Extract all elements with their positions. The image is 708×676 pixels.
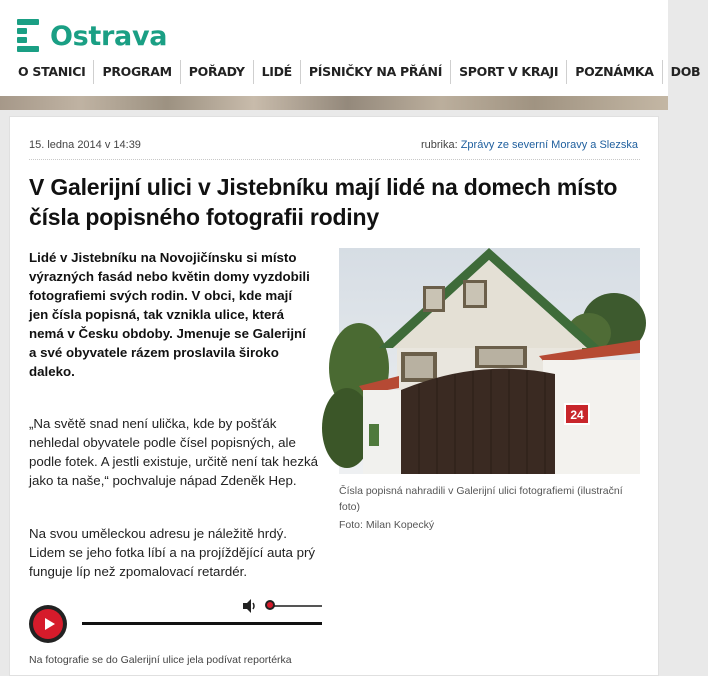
- article-date: 15. ledna 2014 v 14:39: [29, 139, 141, 151]
- meta-divider: [29, 159, 640, 160]
- rubrika-link[interactable]: Zprávy ze severní Moravy a Slezska: [460, 139, 638, 151]
- article-title: V Galerijní ulici v Jistebníku mají lidé na domech místo čísla popisného fotografii rodiny: [29, 174, 618, 230]
- audio-play-button[interactable]: [29, 605, 67, 643]
- nav-item-dob[interactable]: DOB: [670, 64, 701, 79]
- rubrika-label: rubrika:: [420, 139, 458, 151]
- play-icon: [33, 609, 63, 639]
- article-paragraph: Na svou uměleckou adresu je náležitě hrdý. Lidem se jeho fotka líbí a na projíždějící auta prý funguje líp než zpomalovací retardér.: [29, 526, 316, 579]
- main-nav: [10, 60, 708, 84]
- audio-caption: Na fotografie se do Galerijní ulice jela podívat reportérka: [29, 654, 292, 666]
- nav-item-program[interactable]: PROGRAM: [94, 60, 180, 84]
- article-rubrika: [421, 139, 638, 151]
- radio-logo-icon: [17, 19, 43, 53]
- nav-item-o-stanici[interactable]: O STANICI: [10, 60, 94, 84]
- nav-item-poznamka[interactable]: POZNÁMKA: [567, 60, 662, 84]
- volume-slider-knob[interactable]: [265, 600, 275, 610]
- volume-slider-track[interactable]: [268, 605, 322, 607]
- site-header: [0, 0, 701, 96]
- nav-item-lide[interactable]: LIDÉ: [254, 60, 301, 84]
- header-photo-strip: [0, 96, 668, 110]
- article-paragraph: „Na světě snad není ulička, kde by pošťák nehledal obyvatele podle čísel popisných, ale podle fotek. A jestli existuje, určitě není tak hezká jako ta naše,“ pochvaluje nápad Zdeněk Hep.: [29, 416, 319, 488]
- article-card: [9, 116, 659, 676]
- audio-progress-bar[interactable]: [82, 622, 322, 625]
- photo-caption: Čísla popisná nahradili v Galerijní ulici fotografiemi (ilustrační foto): [339, 485, 623, 513]
- article-photo[interactable]: [339, 248, 640, 474]
- house-photo-illustration: [339, 248, 640, 474]
- article-lead: Lidé v Jistebníku na Novojičínsku si místo výrazných fasád nebo květin domy vyzdobili fotografiemi svých rodin. V obci, kde mají jen čísla popisná, tak vznikla ulice, která nemá v Česku obdoby. Jmenuje se Galerijní a své obyvatele rázem proslavila široko daleko.: [29, 250, 310, 379]
- nav-item-sport[interactable]: SPORT V KRAJI: [451, 60, 567, 84]
- station-name: Ostrava: [50, 20, 168, 52]
- volume-icon[interactable]: [242, 599, 258, 613]
- photo-credit: Foto: Milan Kopecký: [339, 519, 435, 531]
- nav-item-porady[interactable]: POŘADY: [181, 60, 254, 84]
- house-number-label: 24: [570, 408, 584, 422]
- site-logo[interactable]: [17, 18, 167, 54]
- nav-item-pisnicky[interactable]: PÍSNIČKY NA PŘÁNÍ: [301, 60, 451, 84]
